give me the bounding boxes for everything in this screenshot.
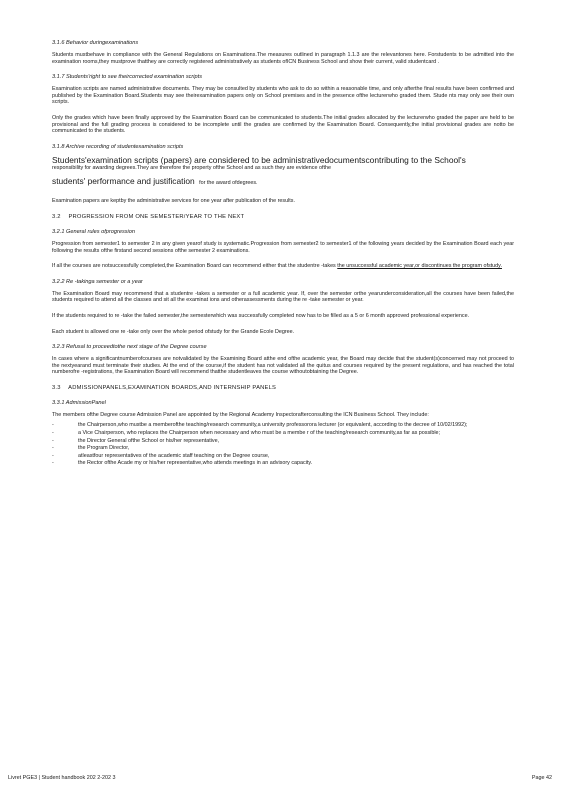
admission-panel-member-list <box>52 422 514 467</box>
section-3-1-6-body: Students mustbehave in compliance with the General Regulations on Examinations.The measures outlined in paragraph 1.1.3 are the relevantones here. Forstudents to be admitted into the examination rooms,they mustprove thatthey are correctly registered administratively as students ofICN Business School and show their current, valid studentcard . <box>52 52 514 65</box>
section-3-2-1-paragraph-2-line-1: If all the courses are notsuccessfully completed,the Examination Board can recommend either that the studentre -takes <box>52 263 336 270</box>
section-3-3-title: ADMISSIONPANELS,EXAMINATION BOARDS,AND INTERNSHIP PANELS <box>68 384 277 391</box>
section-3-3-1-paragraph-1: The members ofthe Degree course Admission Panel are appointed by the Regional Academy Inspectorafterconsulting the ICN Business School. They include: <box>52 411 429 418</box>
section-3-2-title: PROGRESSION FROM ONE SEMESTER/YEAR TO THE NEXT <box>68 213 245 220</box>
section-3-2-1-paragraph-2 <box>52 263 514 270</box>
section-3-2-2-paragraph-1: The Examination Board may recommend that a studentre -takes a semester or a full academic year. If, over the semester orthe yearunderconsideration,all the courses have been failed,the students required to attend all the classes and sit all the examinat ions and otherassessments during the re -take semester or year. <box>52 290 514 304</box>
list-item: - a Vice Chairperson, who replaces the Chairperson when necessary and who must be a membe r of the teaching/research community,as far as possible; <box>78 430 514 437</box>
list-item: - the Director General ofthe School or his/her representative, <box>78 438 514 445</box>
list-item: - the Program Director, <box>78 445 514 452</box>
list-item: - atleastfour representatives of the academic staff teaching on the Degree course, <box>78 453 514 460</box>
section-3-1-7-paragraph-2: Only the grades which have been finally approved by the Examination Board can be communicated to students.The initial grades allocated by the lecturerwho graded the paper are held to be provisional and the full grading process is considered to be incomplete until the grades are confirmed by the Examination Board. Consequently,the initial provisional grades are notto be communicated to the students. <box>52 114 514 135</box>
section-3-2-2-paragraph-2: If the students required to re -take the failed semester,the semesterwhich was successfully completed now has to be filled as a 5 or 6 month approved professional experience. <box>52 312 470 319</box>
section-3-1-8-large-line-2: students' performance and justification <box>52 176 195 187</box>
page-footer <box>8 775 552 781</box>
section-3-1-8-mixed-line <box>52 171 514 189</box>
section-3-2-1-paragraph-1: Progression from semester1 to semester 2 in any given yearof study is systematic.Progression from semester2 to semester1 of the following years decided by the Examination Board each year following the results ofthe firstand second sessions ofthe semester 2 examinations. <box>52 240 514 254</box>
section-3-2-heading <box>52 214 514 221</box>
footer-page-number: Page 42 <box>531 775 552 781</box>
section-3-2-2-heading: 3.2.2 Re -takinga semester or a year <box>52 278 143 285</box>
section-3-1-8-small-line: responsibility for awarding degrees.They are therefore the property ofthe School and as such they are evidence ofthe <box>52 164 331 171</box>
section-3-1-7-paragraph-1: Examination scripts are named administrative documents. They may be consulted by students who ask to do so within a reasonable time, and only afterthe final results have been confirmed and published by the Examination Board.Students may see theirexamination papers only on School premises and in the presence ofthe lecturerwho graded them. Stude nts may only see their own scripts. <box>52 86 514 106</box>
section-3-1-8-heading: 3.1.8 Archive recording of studentexamination scripts <box>52 143 184 150</box>
footer-handbook-label: Livret PGE3 | Student handbook 202 2-202 3 <box>8 775 116 781</box>
section-3-2-1-paragraph-2-line-2: the unsuccessful academic year,or discontinues the program ofstudy. <box>337 263 502 270</box>
section-3-1-8-large-line-1: Students'examination scripts (papers) are considered to be administrativedocumentscontributing to the School's <box>52 154 466 165</box>
section-3-2-number: 3.2 <box>52 213 61 220</box>
section-3-3-heading <box>52 385 514 392</box>
section-3-3-1-heading: 3.3.1 AdmissionPanel <box>52 399 106 406</box>
section-3-2-3-paragraph-1: In cases where a significantnumberofcourses are notvalidated by the Examining Board atthe end ofthe academic year, the Board may decide that the student(s)concerned may not proceed to the nextyearand must terminate their studies. At the end of the course,if the student has not validated all the quitus and courses required by the present regulations, and has reached the total numberofre -registrations, the Examination Board will recommend thatthe studentleaves the course withoutobtaining the Degree. <box>52 356 514 376</box>
section-3-1-8-paragraph-1 <box>52 156 514 190</box>
list-item: - the Chairperson,who mustbe a memberofthe teaching/research community,a university professorora lecturer (or equivalent, according to the decree of 10/02/1992); <box>78 422 514 429</box>
document-page <box>52 40 514 468</box>
section-3-2-1-heading: 3.2.1 General rules ofprogression <box>52 228 136 235</box>
section-3-2-2-paragraph-3: Each student is allowed one re -take only over the whole period ofstudy for the Grande Ecole Degree. <box>52 328 295 335</box>
section-3-1-7-heading: 3.1.7 Students'right to see theircorrected examination scripts <box>52 74 203 81</box>
section-3-1-8-paragraph-2: Examination papers are keptby the administrative services for one year after publication of the results. <box>52 198 296 205</box>
section-3-2-3-heading: 3.2.3 Refusal to proceedtothe next stage of the Degree course <box>52 344 207 351</box>
section-3-1-6-heading: 3.1.6 Behavior duringexaminations <box>52 40 139 46</box>
list-item: - the Rector ofthe Acade my or his/her representative,who attends meetings in an advisory capacity. <box>78 460 514 467</box>
section-3-1-8-small-tail: for the award ofdegrees. <box>199 180 258 187</box>
section-3-3-number: 3.3 <box>52 384 61 391</box>
